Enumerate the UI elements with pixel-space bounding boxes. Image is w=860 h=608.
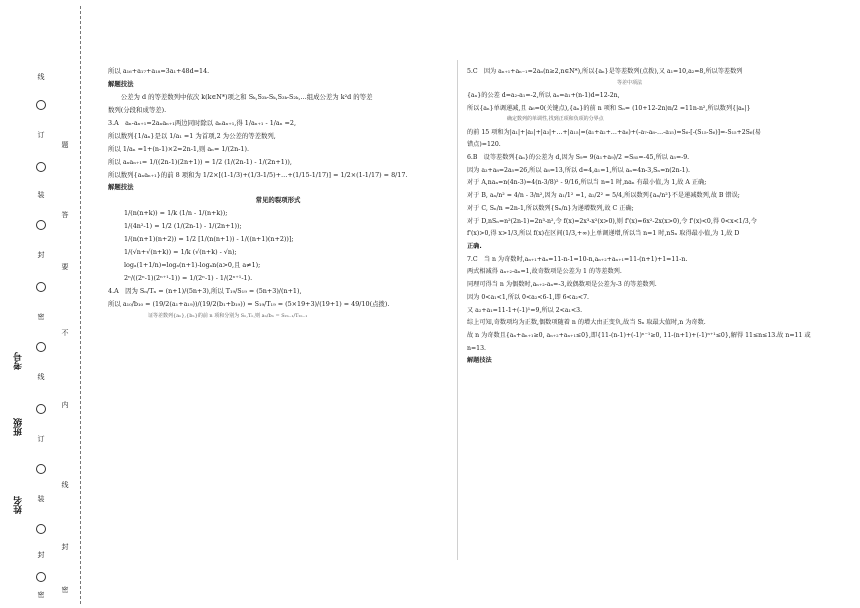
text-line: 同理可得当 n 为偶数时,aₙ₊₂-aₙ=-3,故偶数项是公差为-3 的等差数列. [467, 281, 657, 289]
binding-hole-icon [36, 282, 46, 292]
margin-char: 订 [37, 131, 45, 139]
text-line: 对于 A,naₙ=n(4n-3)=4(n-3/8)² - 9/16,所以当 n=1 时,naₙ 有最小值,为 1,故 A 正确; [467, 179, 707, 187]
text-line: 因为 a₃+a₈=2a₅=26,所以 a₈=13,所以 d=4,a₁=1,所以 aₙ=4n-3,Sₙ=n(2n-1). [467, 166, 691, 174]
text-line: 所以{aₙ}单调递减,且 a₆=0(关键点),{aₙ}的前 n 项和 Sₙ= (10+12-2n)n/2 =11n-n²,所以数列{|aₙ|} [467, 104, 751, 112]
margin-char: 密 [37, 313, 45, 321]
text-line: f'(x)>0,得 x>1/3,所以 f(x)在区间(1/3,+∞)上单调递增,所以当 n=1 时,nSₙ 取得最小值,为 1,故 D [467, 230, 740, 238]
text-line: 两式相减得 aₙ₊₂-aₙ=1,故奇数项是公差为 1 的等差数列. [467, 268, 622, 276]
text-line: 错点)=120. [467, 141, 501, 149]
text-line: 7.C 当 n 为奇数时,aₙ₊₁+aₙ=11-n-1=10-n,aₙ₊₂+aₙ₊₁=11-(n+1)+1=11-n. [467, 255, 688, 263]
left-column [108, 68, 448, 325]
text-line: 又 a₂+a₁=11-1+(-1)¹=9,所以 2<a₁<3. [467, 306, 583, 314]
annotation-note: 确定数列的单调性,找到正项和负项的分界点 [507, 116, 604, 123]
margin-char: 密 [61, 586, 69, 594]
text-line: 3.A aₙ-aₙ₊₁=2aₙaₙ₊₁两边同时除以 aₙaₙ₊₁,得 1/aₙ₊₁ - 1/aₙ =2, [108, 118, 296, 127]
formula-line: 2ⁿ/((2ⁿ-1)(2ⁿ⁺¹-1)) = 1/(2ⁿ-1) - 1/(2ⁿ⁺¹-1). [124, 274, 253, 282]
formula-line: 1/(n(n+k)) = 1/k (1/n - 1/(n+k)); [124, 209, 228, 218]
binding-hole-icon [36, 220, 46, 230]
binding-hole-icon [36, 100, 46, 110]
margin-char: 封 [61, 543, 69, 551]
section-heading: 解题技法 [108, 183, 134, 192]
text-line: 所以数列{1/aₙ}是以 1/a₁ =1 为首项,2 为公差的等差数列, [108, 131, 276, 140]
margin-char: 不 [61, 329, 69, 337]
box-title: 常见的裂项形式 [255, 196, 301, 205]
section-heading: 解题技法 [467, 357, 492, 365]
margin-char: 题 [61, 141, 69, 149]
formula-line: logₐ(1+1/n)=logₐ(n+1)-logₐn(a>0,且 a≠1); [124, 261, 261, 270]
text-line: 正确. [467, 243, 482, 250]
section-heading: 解题技法 [108, 79, 134, 88]
column-divider [457, 60, 458, 560]
margin-char: 线 [37, 373, 45, 381]
margin-char: 要 [61, 263, 69, 271]
margin-char: 封 [37, 251, 45, 259]
text-line: 所以数列{aₙaₙ₊₁}的前 8 项和为 1/2×[(1-1/3)+(1/3-1/5)+…+(1/15-1/17)] = 1/2×(1-1/17) = 8/17. [108, 170, 408, 179]
margin-char: 线 [37, 73, 45, 81]
annotation-note: 等差中项法 [617, 79, 643, 86]
binding-hole-icon [36, 524, 46, 534]
text-line: 对于 B, aₙ/n² = 4/n - 3/n²,因为 a₁/1² =1, a₂/2² = 5/4,所以数列{aₙ/n²}不是递减数列,故 B 错误; [467, 192, 740, 200]
text-line: 4.A 因为 Sₙ/Tₙ = (n+1)/(5n+3),所以 T₁₉/S₁₉ = (5n+3)/(n+1), [108, 286, 302, 295]
text-line: 对于 C, Sₙ/n =2n-1,所以数列{Sₙ/n}为递增数列,故 C 正确; [467, 204, 634, 212]
text-line: 数列(分段和成等差). [108, 105, 167, 114]
annotation-note: 证等差数列{aₙ},{bₙ}的前 n 项和分别为 Sₙ,Tₙ,则 aₙ/bₙ = S₂ₙ₋₁/T₂ₙ₋₁ [148, 312, 308, 319]
margin-char: 密 [37, 591, 45, 599]
name-label: 姓名 [14, 496, 24, 514]
binding-margin [34, 50, 48, 600]
text-line: 公差为 d 的等差数列中依次 k(k∈N*)项之和 Sₖ,S₂ₖ-Sₖ,S₃ₖ-S₂ₖ,…组成公差为 k²d 的等差 [108, 92, 373, 101]
text-line: {aₙ}的公差 d=a₂-a₁=-2,所以 aₙ=a₁+(n-1)d=12-2n, [467, 91, 620, 99]
formula-line: 1/(4n²-1) = 1/2 (1/(2n-1) - 1/(2n+1)); [124, 222, 242, 231]
binding-hole-icon [36, 342, 46, 352]
text-line: 综上可知,奇数项均为正数,偶数项随着 n 的增大由正变负,故当 Sₙ 取最大值时,n 为奇数. [467, 319, 706, 327]
text-line: 的前 15 项和为|a₁|+|a₂|+|a₃|+…+|a₁₅|=(a₁+a₂+…+a₆)+(-a₇-a₈-…-a₁₅)=S₆-[-(S₁₅-S₆)]=-S₁₅+2S₆(易 [467, 128, 761, 136]
binding-hole-icon [36, 464, 46, 474]
text-line: 6.B 设等差数列{aₙ}的公差为 d,因为 S₉= 9(a₁+a₉)/2 =S₈₅=-45,所以 a₅=-9. [467, 154, 690, 162]
margin-char: 装 [37, 495, 45, 503]
binding-hole-icon [36, 162, 46, 172]
text-line: 所以 a₁₀/b₁₀ = (19/2(a₁+a₁₉))/(19/2(b₁+b₁₉)) = S₁₉/T₁₉ = (5×19+3)/(19+1) = 49/10(点拨). [108, 299, 390, 308]
formula-line: 1/(√n+√(n+k)) = 1/k (√(n+k) - √n); [124, 248, 237, 257]
text-line: n=13. [467, 344, 487, 352]
margin-char: 封 [37, 551, 45, 559]
margin-char: 订 [37, 435, 45, 443]
text-line: 5.C 因为 aₙ₊₁+aₙ₋₁=2aₙ(n≥2,n∈N*),所以{aₙ}是等差数列(点拨),又 a₁=10,a₂=8,所以等差数列 [467, 68, 743, 75]
text-line: 因为 0<a₁<1,所以 0<a₂<6-1,即 6<a₂<7. [467, 293, 590, 301]
text-line: 对于 D,nSₙ=n²(2n-1)=2n³-n²,令 f(x)=2x³-x²(x>0),则 f'(x)=6x²-2x(x>0),令 f'(x)<0,得 0<x<1/3,令 [467, 217, 757, 225]
exam-number-label: 考号 [14, 352, 24, 370]
margin-char: 内 [61, 401, 69, 409]
text-line: 所以 1/aₙ =1+(n-1)×2=2n-1,则 aₙ= 1/(2n-1). [108, 144, 249, 153]
text-line: 故 n 为奇数且{aₙ+aₙ₊₁≥0, aₙ₊₂+aₙ₊₁≤0},即{11-(n-1)+(-1)ⁿ⁻¹≥0, 11-(n+1)+(-1)ⁿ⁺¹≤0},解得 11≤n≤13.故 n=11 或 [467, 331, 811, 339]
margin-char: 装 [37, 191, 45, 199]
margin-char: 答 [61, 211, 69, 219]
binding-line [80, 6, 81, 604]
class-label: 班级 [14, 418, 24, 436]
margin-labels [58, 40, 72, 600]
text-line: 所以 aₙaₙ₊₁= 1/((2n-1)(2n+1)) = 1/2 (1/(2n-1) - 1/(2n+1)), [108, 157, 292, 166]
binding-hole-icon [36, 404, 46, 414]
margin-char: 线 [61, 481, 69, 489]
text-line: 所以 a₁₆+a₁₇+a₁₈=3a₁+48d=14. [108, 67, 210, 75]
right-column [467, 68, 855, 370]
formula-line: 1/(n(n+1)(n+2)) = 1/2 [1/(n(n+1)) - 1/((n+1)(n+2))]; [124, 235, 294, 244]
binding-hole-icon [36, 572, 46, 582]
